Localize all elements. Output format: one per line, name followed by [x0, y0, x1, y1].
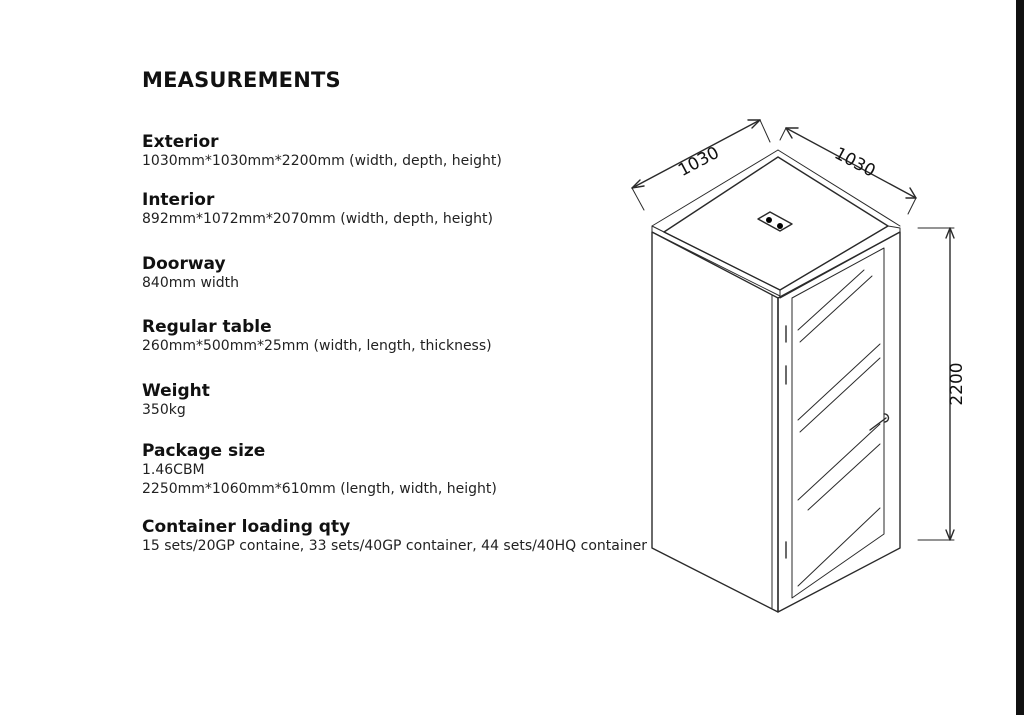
roof-vent-hole: [777, 223, 783, 229]
spec-value: 260mm*500mm*25mm (width, length, thickness): [142, 338, 492, 354]
spec-value: 840mm width: [142, 275, 240, 291]
dimension-extension: [908, 198, 916, 214]
booth-line-drawing: [620, 105, 967, 625]
dimension-extension: [760, 120, 770, 142]
dimension-extension: [632, 188, 644, 210]
roof-vent: [758, 212, 792, 231]
spec-value: 2250mm*1060mm*610mm (length, width, height): [142, 481, 497, 497]
width-dimension-label: 1030: [675, 142, 723, 181]
glass-reflection: [798, 508, 880, 586]
glass-reflection: [800, 358, 880, 432]
glass-reflection: [800, 276, 872, 342]
spec-weight: [142, 381, 624, 420]
side-panel-left: [652, 232, 778, 612]
arrow-icon: [632, 180, 644, 188]
spec-value: 1.46CBM: [142, 462, 205, 478]
spec-label: Package size: [142, 441, 266, 461]
right-edge-bar: [1016, 0, 1024, 715]
spec-package-size: [142, 441, 624, 499]
glass-reflection: [798, 344, 880, 420]
spec-label: Regular table: [142, 317, 272, 337]
door-handle-icon: [870, 414, 889, 430]
height-dimension-label: 2200: [947, 362, 967, 406]
spec-doorway: [142, 254, 624, 293]
spec-value: 15 sets/20GP containe, 33 sets/40GP container, 44 sets/40HQ container: [142, 538, 647, 554]
glass-reflection: [798, 424, 880, 500]
spec-label: Interior: [142, 190, 215, 210]
spec-label: Doorway: [142, 254, 226, 274]
glass-reflection: [808, 444, 880, 510]
spec-label: Container loading qty: [142, 517, 351, 537]
spec-label: Weight: [142, 381, 210, 401]
arrow-icon: [748, 120, 760, 128]
roof-vent-hole: [766, 217, 772, 223]
door-glass-frame: [792, 248, 884, 598]
glass-reflection: [798, 270, 864, 330]
roof-edge-left: [652, 226, 780, 296]
spec-interior: [142, 190, 624, 229]
spec-value: 350kg: [142, 402, 186, 418]
spec-container-loading: [142, 517, 647, 556]
spec-regular-table: [142, 317, 624, 356]
spec-value: 1030mm*1030mm*2200mm (width, depth, height): [142, 153, 502, 169]
spec-value: 892mm*1072mm*2070mm (width, depth, height): [142, 211, 493, 227]
roof-top: [664, 157, 888, 290]
spec-exterior: [142, 132, 624, 171]
spec-label: Exterior: [142, 132, 219, 152]
dimension-extension: [780, 128, 786, 140]
depth-dimension-label: 1030: [830, 143, 879, 182]
page-title: MEASUREMENTS: [142, 68, 341, 92]
